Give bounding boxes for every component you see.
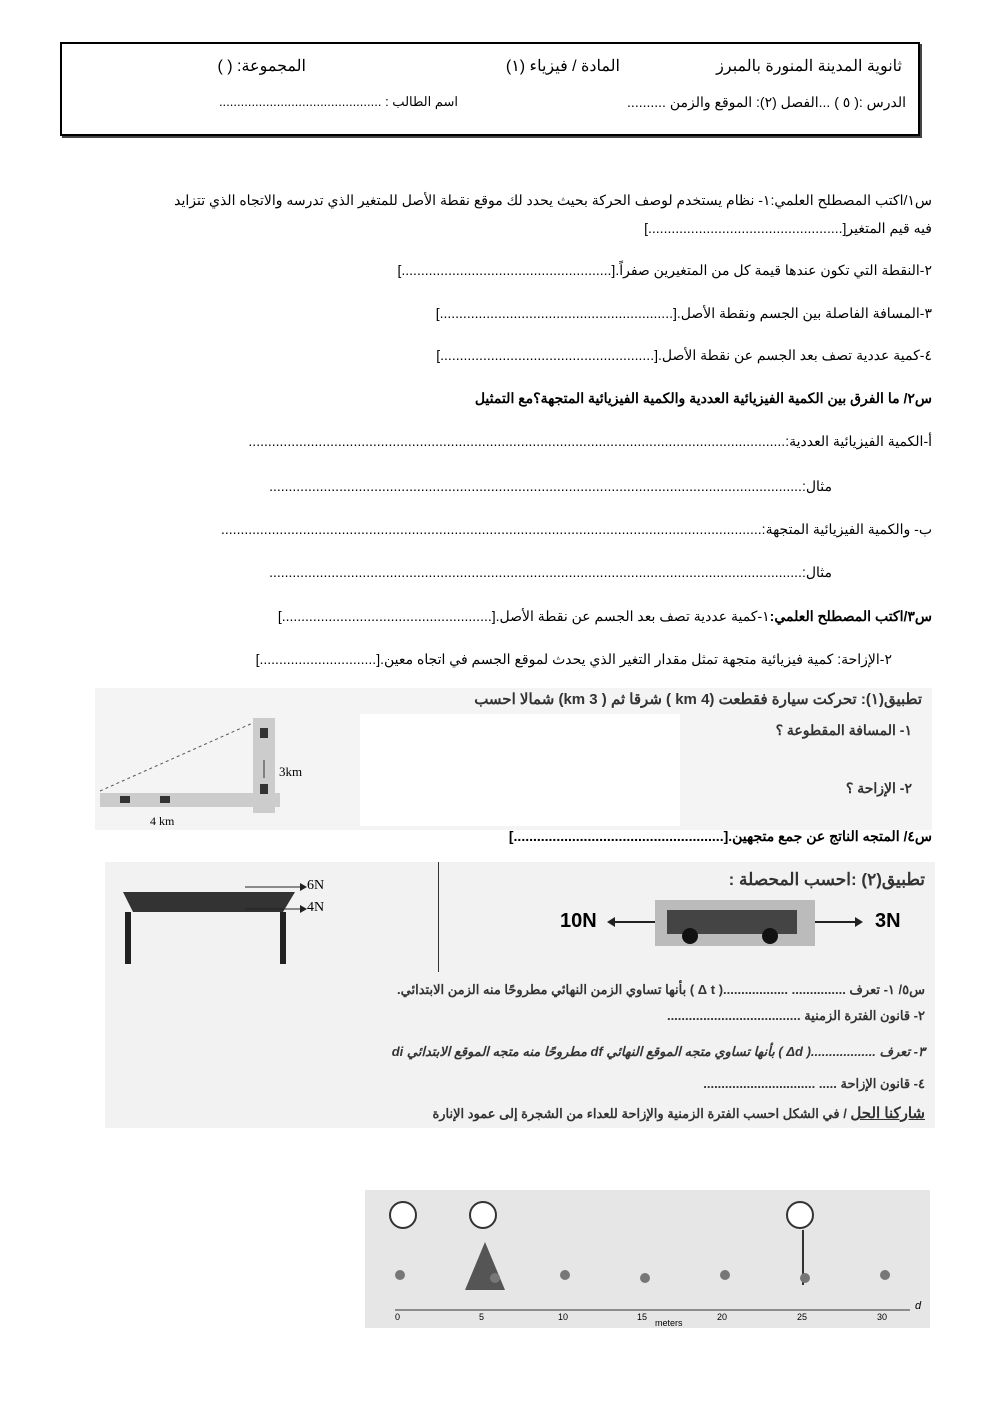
q5-item2: ٢- قانون الفترة الزمنية ..................................... (666, 1008, 925, 1023)
share-text: / في الشكل احسب الفترة الزمنية والإزاحة للعداء من الشجرة إلى عمود الإنارة (432, 1106, 851, 1121)
q2-title: س٢/ ما الفرق بين الكمية الفيزيائية العددية والكمية الفيزيائية المتجهة؟مع التمثيل (474, 390, 932, 406)
table-force-diagram (115, 872, 315, 972)
force-4n: 4N (307, 900, 325, 915)
app1-title: تطبيق(١): تحركت سيارة فقطعت (4 km ) شرقا ثم ( 3 km) شمالا احسب (474, 691, 922, 708)
runner-scene (365, 1190, 930, 1328)
force-3n: 3N (875, 910, 901, 932)
share-label: شاركنا الحل (850, 1105, 925, 1122)
q4-text: س٤/ المتجه الناتج عن جمع متجهين.[......................................................] (508, 828, 932, 844)
clock-icon (470, 1202, 496, 1228)
q3-item2: ٢-الإزاحة: كمية فيزيائية متجهة تمثل مقدار التغير الذي يحدث لموقع الجسم في اتجاه معين.[..............................] (255, 651, 892, 667)
axis-label: d (915, 1300, 922, 1312)
tick-15: 15 (637, 1312, 648, 1322)
car-path-diagram (95, 688, 335, 830)
force-6n: 6N (307, 878, 325, 893)
app1-q1: ١- المسافة المقطوعة ؟ (775, 722, 912, 738)
tree-icon (465, 1242, 505, 1290)
tick-5: 5 (479, 1312, 485, 1322)
tick-0: 0 (395, 1312, 401, 1322)
app1-q2: ٢- الإزاحة ؟ (845, 780, 912, 796)
q1-item4: ٤-كمية عددية تصف بعد الجسم عن نقطة الأصل.[.......................................................] (436, 347, 932, 363)
school-name: ثانوية المدينة المنورة بالمبرز (716, 58, 902, 75)
q3-item1: ١-كمية عددية تصف بعد الجسم عن نقطة الأصل.[......................................................] (277, 608, 770, 624)
subject: المادة / فيزياء (١) (505, 58, 620, 75)
q5-item4: ٤- قانون الإزاحة ..... ............................... (703, 1076, 925, 1091)
group-field: المجموعة: ( ) (217, 58, 306, 75)
tick-10: 10 (558, 1312, 569, 1322)
jeep-diagram (605, 898, 865, 948)
label-3km: 3km (279, 764, 303, 779)
tick-30: 30 (877, 1312, 888, 1322)
q2-a: أ-الكمية الفيزيائية العددية:.......................................................................................................................................... (248, 433, 932, 449)
tick-25: 25 (797, 1312, 808, 1322)
tick-20: 20 (717, 1312, 728, 1322)
q2-b-example: مثال:......................................................................................................................................... (269, 564, 832, 580)
q5-item1: س٥/ ١- تعرف ............... ..................( Δ t ) بأنها تساوي الزمن النهائي مطروحًا منه الزمن الابتدائي. (397, 982, 925, 997)
q3-title: س٣/اكتب المصطلح العلمي: (769, 608, 932, 624)
q1-line1: س١/اكتب المصطلح العلمي:١- نظام يستخدم لوصف الحركة بحيث يحدد لك موقع نقطة الأصل للمتغير الذي تدرسه والاتجاه الذي تتزايد (174, 192, 932, 208)
divider (438, 862, 439, 972)
q1-line1b: فيه قيم المتغير[..................................................] (644, 220, 932, 236)
header-box (60, 42, 920, 136)
q2-b: ب- والكمية الفيزيائية المتجهة:........................................................................................................................................... (221, 521, 932, 537)
q1-item3: ٣-المسافة الفاصلة بين الجسم ونقطة الأصل.[............................................................] (435, 305, 932, 321)
q5-item3: ٣- تعرف ..................( Δd ) بأنها تساوي متجه الموقع النهائي df مطروحًا منه متجه الموقع الابتدائي di (391, 1044, 925, 1059)
force-10n: 10N (560, 910, 597, 932)
lesson-info: الدرس :( ٥ ) ...الفصل (٢): الموقع والزمن .......... (627, 94, 906, 110)
runner-figure (365, 1190, 930, 1328)
application-1-image (95, 688, 932, 830)
clock-icon (787, 1202, 813, 1228)
app2-title: تطبيق(٢) :احسب المحصلة : (728, 870, 925, 889)
q3-line (278, 608, 932, 625)
application-2-image (105, 862, 935, 1128)
q5-share (432, 1104, 925, 1122)
clock-icon (390, 1202, 416, 1228)
q2-a-example: مثال:......................................................................................................................................... (269, 478, 832, 494)
unit-label: meters (655, 1318, 683, 1328)
student-name-field: اسم الطالب : ............................................. (218, 94, 458, 109)
label-4km: 4 km (150, 814, 175, 828)
q1-item2: ٢-النقطة التي تكون عندها قيمة كل من المتغيرين صفراً.[......................................................] (397, 262, 932, 278)
